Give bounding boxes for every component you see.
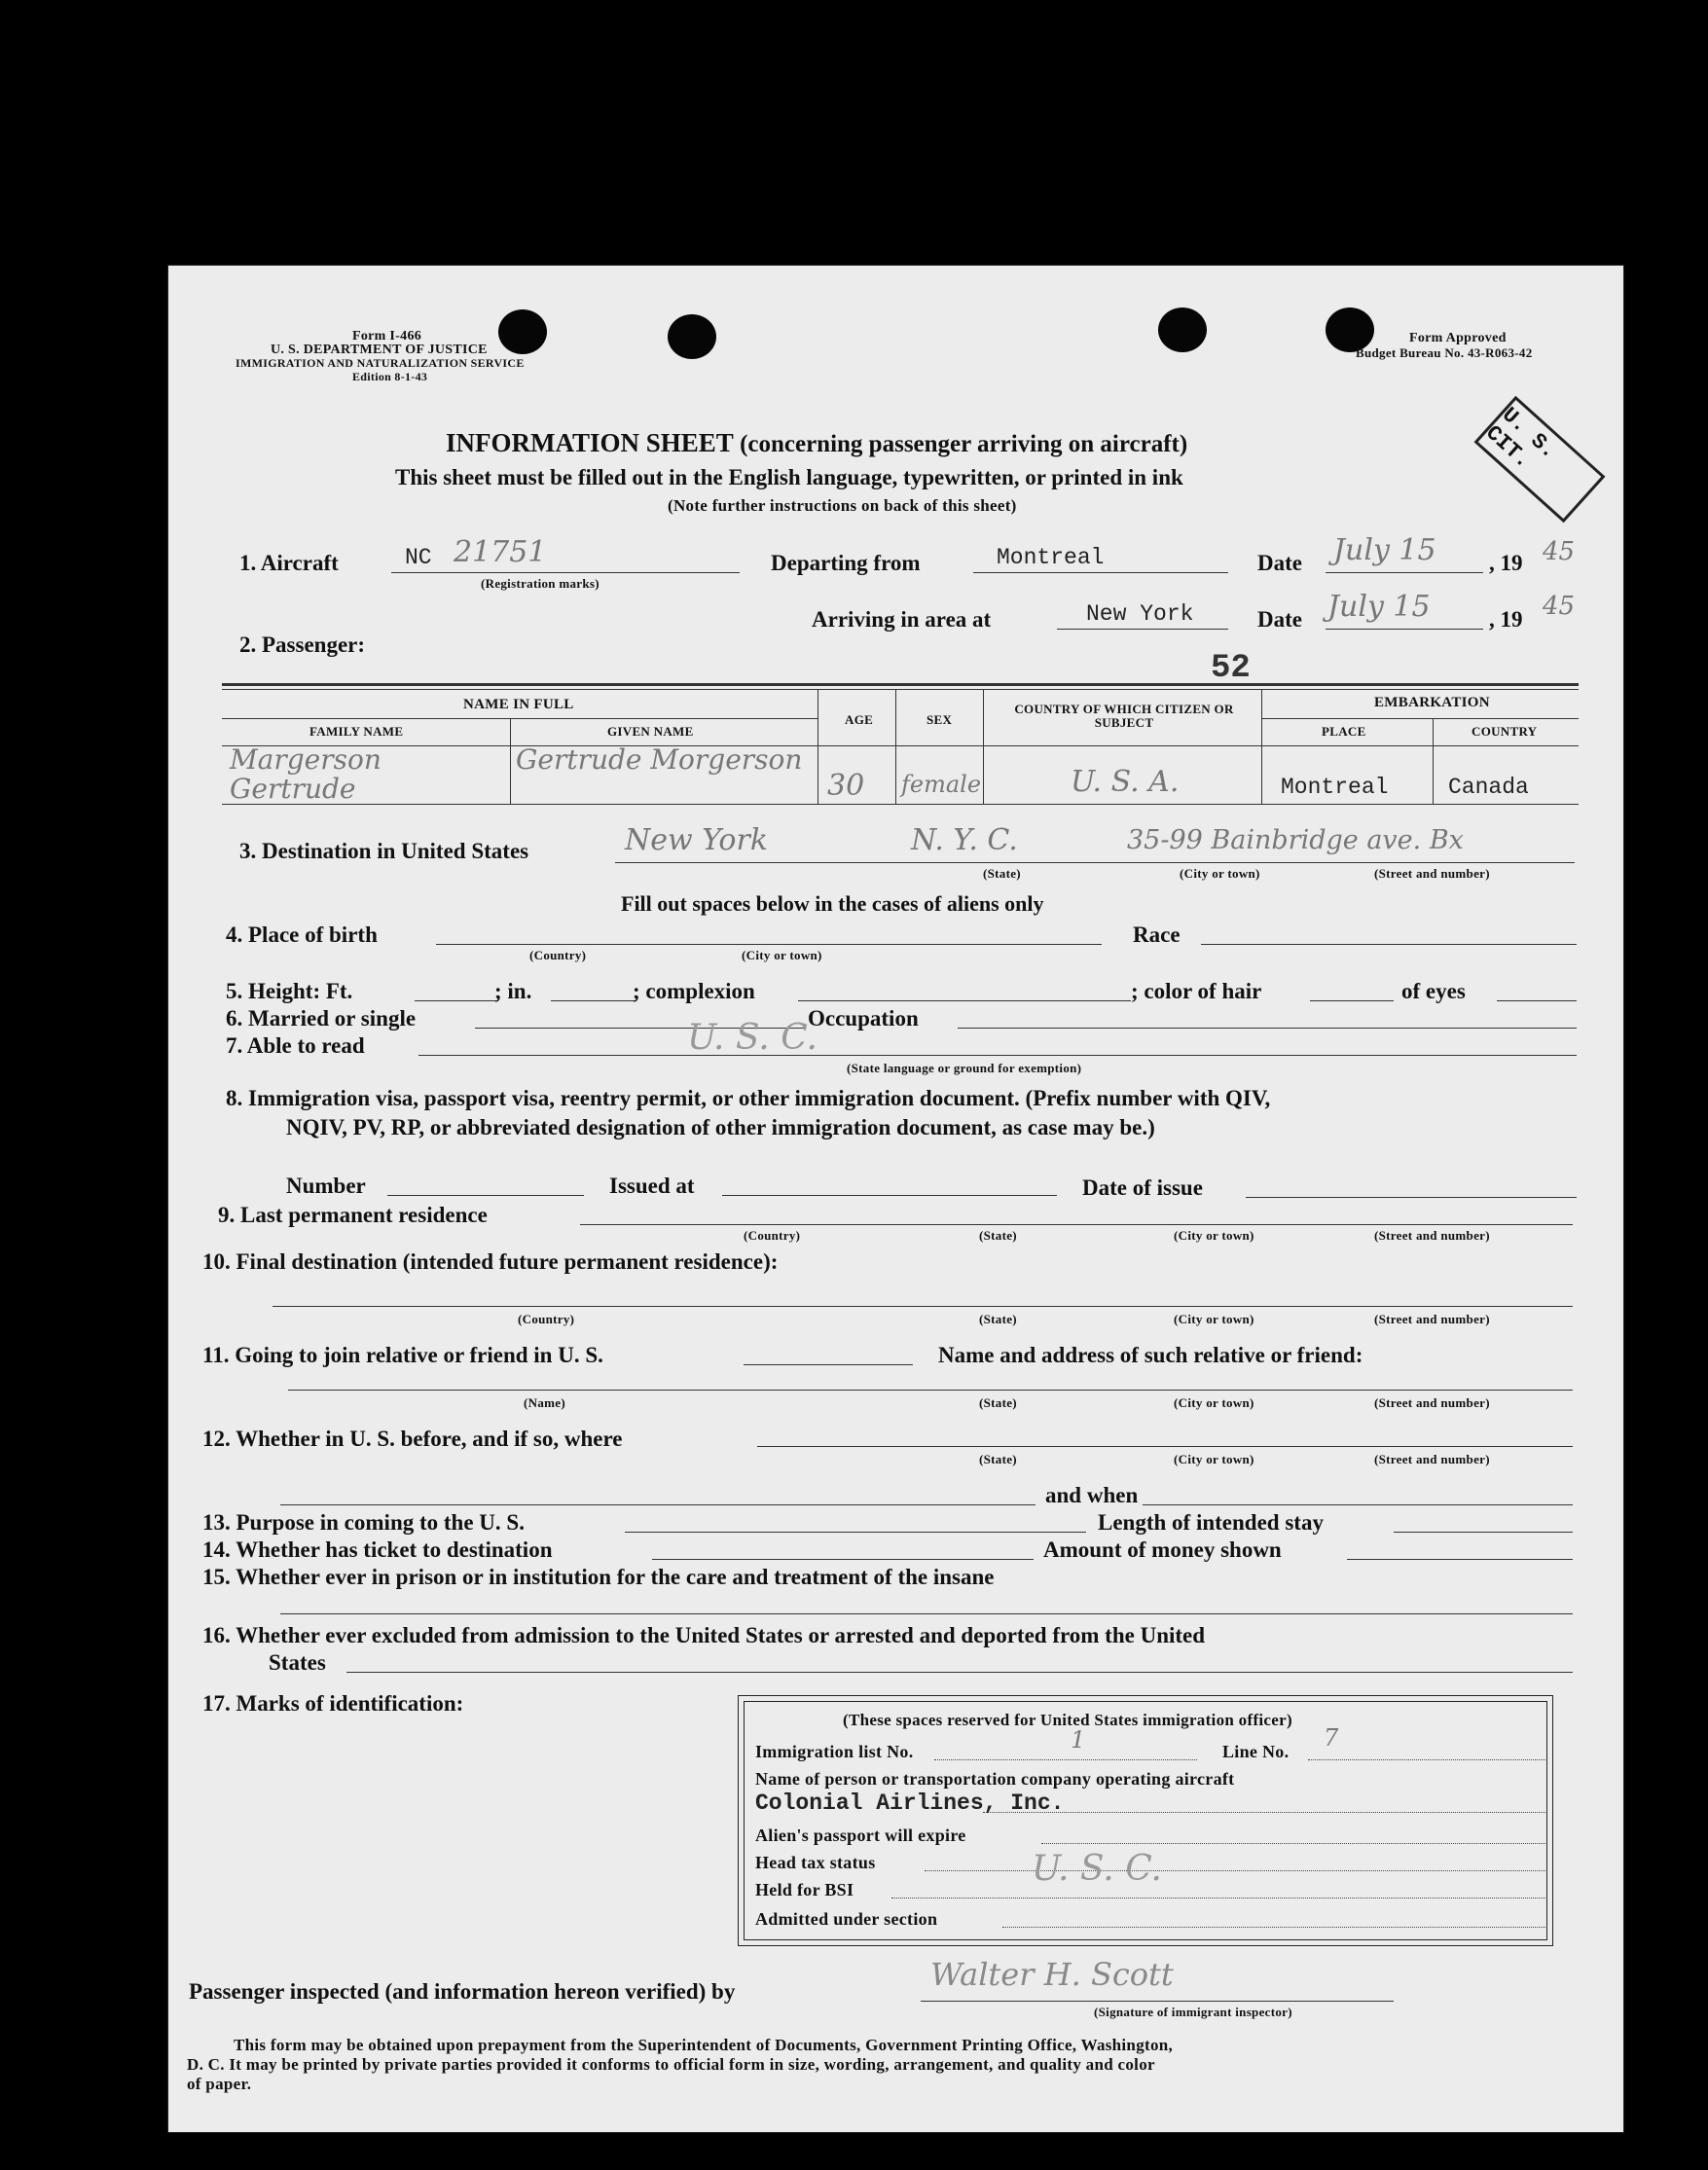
immigration-doc-line2: NQIV, PV, RP, or abbreviated designation of other immigration document, as case may be.) [286,1115,1155,1139]
budget-bureau: Budget Bureau No. 43-R063-42 [1356,345,1533,360]
departing-label: Departing from [771,551,921,575]
state-caption: (State) [979,1312,1017,1326]
citizen-value: U. S. A. [1071,765,1180,799]
date-label: Date [1257,551,1302,575]
married-label: 6. Married or single [226,1006,417,1031]
name-caption: (Name) [524,1395,565,1410]
list-no-value: 1 [1071,1726,1086,1754]
embarkation-place-value: Montreal [1281,775,1389,800]
punch-hole [668,314,716,359]
final-destination-label: 10. Final destination (intended future permanent residence): [202,1249,779,1274]
year-prefix: , 19 [1489,607,1523,632]
state-caption: (State) [979,1452,1017,1466]
street-caption: (Street and number) [1374,1312,1490,1326]
embarkation-header: EMBARKATION [1374,695,1490,710]
country-caption: (Country) [529,948,587,962]
footer-line2: D. C. It may be printed by private parties provided it conforms to official form in size, wording, arrangement, and quality and color [187,2055,1155,2074]
name-address-label: Name and address of such relative or friend: [938,1343,1363,1367]
street-caption: (Street and number) [1374,1395,1490,1410]
age-header: AGE [845,712,874,727]
state-caption: (State) [979,1228,1017,1243]
signature-caption: (Signature of immigrant inspector) [1094,2005,1292,2019]
departing-value: Montreal [997,545,1105,570]
excluded-label: 16. Whether ever excluded from admission to the United States or arrested and deported from the United [202,1623,1206,1647]
form-approved: Form Approved [1409,331,1507,345]
city-caption: (City or town) [742,948,822,962]
occupation-label: Occupation [808,1006,919,1031]
place-of-birth-label: 4. Place of birth [226,922,378,947]
state-caption: (State) [983,866,1021,881]
aircraft-label: 1. Aircraft [239,551,339,575]
aircraft-number: 21751 [454,535,547,569]
registration-caption: (Registration marks) [481,576,600,591]
officer-heading: (These spaces reserved for United States immigration officer) [843,1711,1292,1729]
destination-street: 35-99 Bainbridge ave. Bx [1127,825,1464,855]
department: U. S. DEPARTMENT OF JUSTICE [271,343,488,357]
complexion-label: ; complexion [633,979,755,1003]
number-label: Number [286,1174,366,1198]
last-residence-label: 9. Last permanent residence [218,1203,488,1227]
state-caption: (State) [979,1395,1017,1410]
city-caption: (City or town) [1174,1452,1254,1466]
departure-date: July 15 [1333,533,1436,567]
street-caption: (Street and number) [1374,866,1490,881]
length-of-stay-label: Length of intended stay [1098,1510,1324,1535]
passport-expire-label: Alien's passport will expire [755,1826,966,1845]
title-subtitle: This sheet must be filled out in the English language, typewritten, or printed in ink [395,465,1183,489]
service: IMMIGRATION AND NATURALIZATION SERVICE [236,356,525,370]
race-label: Race [1133,922,1181,947]
sex-header: SEX [927,712,953,727]
street-caption: (Street and number) [1374,1452,1490,1466]
given-name-header: GIVEN NAME [607,724,694,739]
issued-at-label: Issued at [609,1174,695,1198]
aircraft-prefix: NC [405,545,432,570]
operator-value: Colonial Airlines, Inc. [755,1790,1065,1816]
arrival-date: July 15 [1327,590,1431,624]
inspected-label: Passenger inspected (and information hereon verified) by [189,1979,736,2004]
join-relative-label: 11. Going to join relative or friend in U. S. [202,1343,603,1367]
destination-label: 3. Destination in United States [239,839,529,863]
inches-label: ; in. [494,979,532,1003]
title-note: (Note further instructions on back of this sheet) [668,496,1017,515]
hair-label: ; color of hair [1131,979,1262,1003]
arriving-value: New York [1086,601,1194,627]
eyes-label: of eyes [1401,979,1466,1003]
admitted-label: Admitted under section [755,1909,938,1929]
read-caption: (State language or ground for exemption) [847,1061,1082,1075]
destination-city: N. Y. C. [911,823,1018,857]
purpose-label: 13. Purpose in coming to the U. S. [202,1510,525,1535]
country-caption: (Country) [518,1312,575,1326]
embarkation-country-value: Canada [1448,775,1529,800]
footer-line1: This form may be obtained upon prepayment from the Superintendent of Documents, Government Printing Office, Washington, [234,2036,1174,2054]
footer-line3: of paper. [187,2075,252,2093]
head-tax-value: U. S. C. [1032,1849,1162,1889]
country-citizen-header: COUNTRY OF WHICH CITIZEN OR SUBJECT [1014,702,1234,730]
given-name-value: Gertrude Morgerson [516,743,803,776]
family-name-value: Margerson Gertrude [230,743,382,805]
sex-value: female [901,771,982,798]
country-header: COUNTRY [1472,724,1538,739]
family-name-header: FAMILY NAME [309,724,404,739]
date-of-issue-label: Date of issue [1082,1175,1203,1200]
punch-hole [498,309,547,354]
city-caption: (City or town) [1174,1312,1254,1326]
punch-hole [1158,307,1207,352]
excluded-label-cont: States [269,1650,326,1675]
name-in-full-header: NAME IN FULL [463,697,574,712]
held-bsi-label: Held for BSI [755,1880,854,1899]
line-no-label: Line No. [1222,1742,1290,1761]
head-tax-label: Head tax status [755,1853,876,1872]
date-label: Date [1257,607,1302,632]
destination-state: New York [625,823,768,857]
country-caption: (Country) [744,1228,801,1243]
operator-label: Name of person or transportation company operating aircraft [755,1769,1235,1789]
immigration-doc-line1: 8. Immigration visa, passport visa, reentry permit, or other immigration document. (Prefix number with QIV, [226,1086,1271,1110]
city-caption: (City or town) [1174,1228,1254,1243]
street-caption: (Street and number) [1374,1228,1490,1243]
city-caption: (City or town) [1180,866,1260,881]
title-main: INFORMATION SHEET (concerning passenger arriving on aircraft) [446,428,1188,457]
place-header: PLACE [1322,724,1366,739]
inspector-signature: Walter H. Scott [930,1956,1174,1993]
passenger-label: 2. Passenger: [239,633,366,657]
ticket-label: 14. Whether has ticket to destination [202,1537,553,1562]
identification-label: 17. Marks of identification: [202,1691,464,1716]
and-when-label: and when [1045,1483,1139,1507]
citizen-stamp: U. S. CIT. [1474,396,1606,524]
serial-number: 52 [1211,650,1251,687]
year-prefix: , 19 [1489,551,1523,575]
form-number: Form I-466 [352,329,422,344]
able-to-read-value: U. S. C. [687,1018,818,1058]
city-caption: (City or town) [1174,1395,1254,1410]
age-value: 30 [827,769,865,803]
edition: Edition 8-1-43 [352,370,428,383]
money-label: Amount of money shown [1043,1537,1282,1562]
departure-year: 45 [1543,537,1576,566]
in-us-before-label: 12. Whether in U. S. before, and if so, where [202,1427,623,1451]
able-to-read-label: 7. Able to read [226,1033,365,1058]
arriving-label: Arriving in area at [812,607,992,632]
aliens-heading: Fill out spaces below in the cases of aliens only [621,891,1044,916]
prison-label: 15. Whether ever in prison or in institution for the care and treatment of the insane [202,1565,995,1589]
line-no-value: 7 [1324,1724,1339,1752]
list-no-label: Immigration list No. [755,1742,914,1761]
height-label: 5. Height: Ft. [226,979,353,1003]
arrival-year: 45 [1543,592,1576,621]
